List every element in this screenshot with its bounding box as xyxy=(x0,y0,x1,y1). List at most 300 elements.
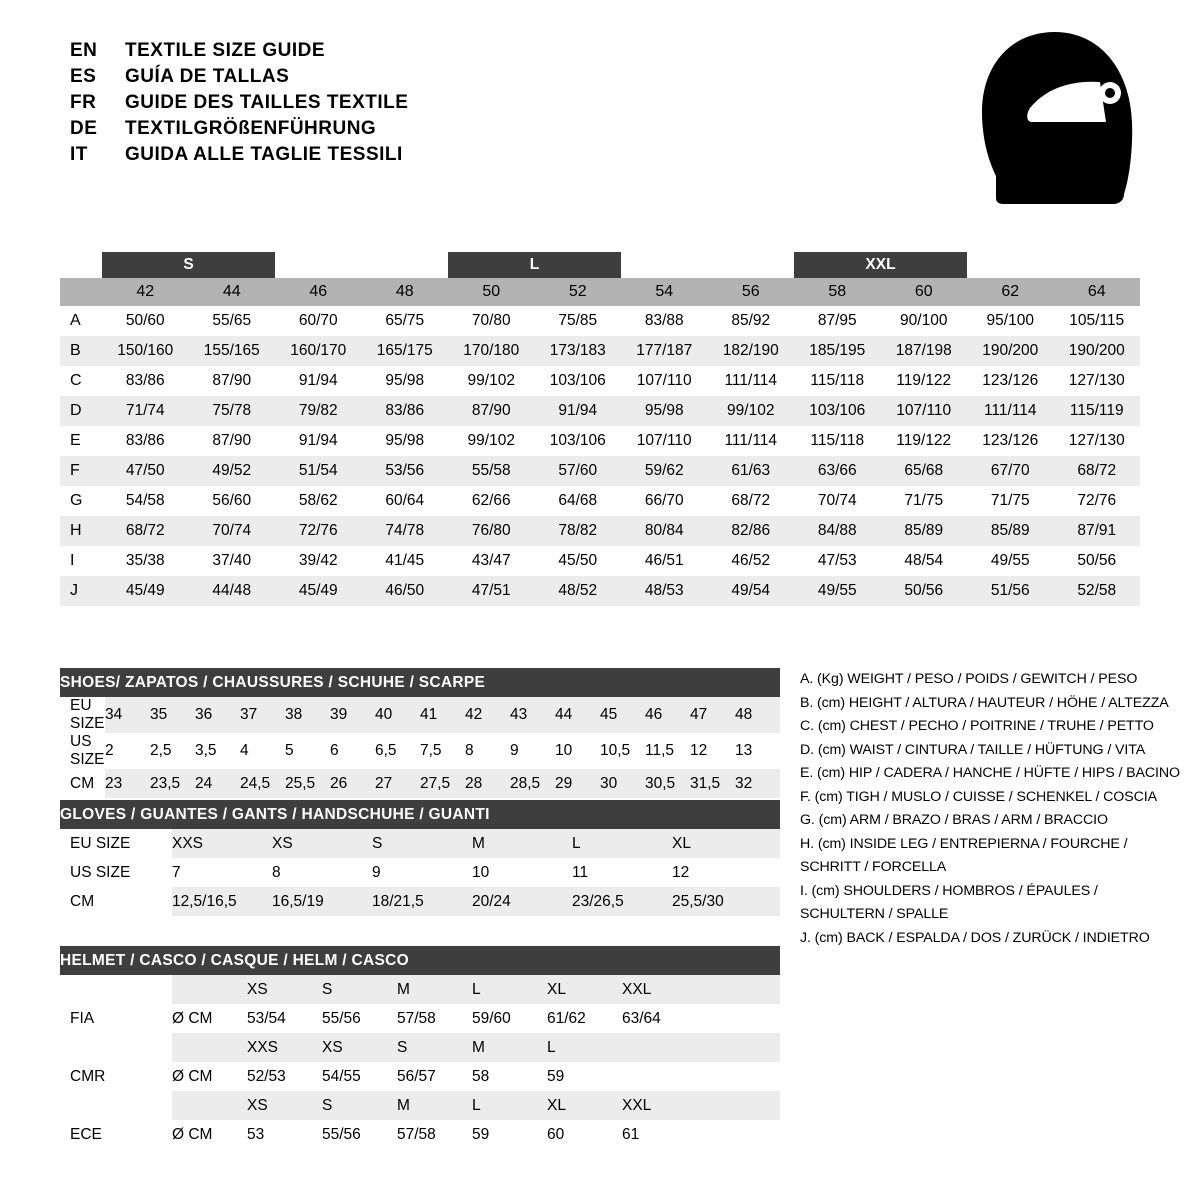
shoes-eu-11: 45 xyxy=(600,697,645,733)
shoes-eu-10: 44 xyxy=(555,697,600,733)
fia-header-1: S xyxy=(322,975,397,1004)
gloves-eu-0: XXS xyxy=(172,829,272,858)
table-row xyxy=(60,1062,780,1091)
gloves-table xyxy=(60,800,780,916)
fia-value-0: 53/54 xyxy=(247,1004,322,1033)
group-header-s: S xyxy=(102,252,275,278)
cell-d-3: 83/86 xyxy=(362,396,449,426)
table-row xyxy=(60,396,1140,426)
header-title-de: TEXTILGRÖßENFÜHRUNG xyxy=(125,118,377,139)
shoes-eu-12: 46 xyxy=(645,697,690,733)
header-title-en: TEXTILE SIZE GUIDE xyxy=(125,40,326,61)
cell-f-2: 51/54 xyxy=(275,456,362,486)
cell-c-4: 99/102 xyxy=(448,366,535,396)
cell-j-6: 48/53 xyxy=(621,576,708,606)
cell-j-10: 51/56 xyxy=(967,576,1054,606)
header-lang-it: IT xyxy=(70,144,88,165)
table-row xyxy=(60,576,1140,606)
ece-value-0: 53 xyxy=(247,1120,322,1149)
cmr-header-4: L xyxy=(547,1033,622,1062)
cell-i-10: 49/55 xyxy=(967,546,1054,576)
ece-header-2: M xyxy=(397,1091,472,1120)
cmr-header-0: XXS xyxy=(247,1033,322,1062)
table-row xyxy=(60,697,780,733)
header-row-fr xyxy=(70,90,408,116)
fia-label: FIA xyxy=(60,1004,172,1033)
cell-d-8: 103/106 xyxy=(794,396,881,426)
shoes-cm-8: 28 xyxy=(465,769,510,798)
size-58: 58 xyxy=(794,278,881,306)
shoes-cm-10: 29 xyxy=(555,769,600,798)
cell-b-10: 190/200 xyxy=(967,336,1054,366)
shoes-us-12: 11,5 xyxy=(645,733,690,769)
row-label-h: H xyxy=(60,516,102,546)
fia-header-3: L xyxy=(472,975,547,1004)
legend-line-c: C. (cm) CHEST / PECHO / POITRINE / TRUHE / PETTO xyxy=(800,718,1154,734)
gloves-us-2: 9 xyxy=(372,858,472,887)
cmr-header-unit xyxy=(172,1033,247,1062)
header-row-en xyxy=(70,38,408,64)
cell-f-5: 57/60 xyxy=(535,456,622,486)
cell-a-10: 95/100 xyxy=(967,306,1054,336)
shoes-cm-13: 31,5 xyxy=(690,769,735,798)
cmr-value-5 xyxy=(622,1062,780,1091)
cell-f-11: 68/72 xyxy=(1054,456,1141,486)
cell-i-3: 41/45 xyxy=(362,546,449,576)
cell-e-1: 87/90 xyxy=(189,426,276,456)
table-row xyxy=(60,829,780,858)
shoes-us-1: 2,5 xyxy=(150,733,195,769)
shoes-cm-0: 23 xyxy=(105,769,150,798)
gloves-eu-label: EU SIZE xyxy=(60,829,172,858)
ece-header-4: XL xyxy=(547,1091,622,1120)
cell-i-9: 48/54 xyxy=(881,546,968,576)
cell-a-8: 87/95 xyxy=(794,306,881,336)
table-row xyxy=(60,858,780,887)
fia-header-0: XS xyxy=(247,975,322,1004)
shoes-us-0: 2 xyxy=(105,733,150,769)
fia-value-2: 57/58 xyxy=(397,1004,472,1033)
shoes-table-wrapper xyxy=(60,668,780,798)
cell-a-9: 90/100 xyxy=(881,306,968,336)
cell-c-6: 107/110 xyxy=(621,366,708,396)
table-row xyxy=(60,887,780,916)
cell-c-0: 83/86 xyxy=(102,366,189,396)
cell-g-4: 62/66 xyxy=(448,486,535,516)
cell-g-11: 72/76 xyxy=(1054,486,1141,516)
shoes-eu-3: 37 xyxy=(240,697,285,733)
table-row xyxy=(60,1091,780,1120)
shoes-cm-7: 27,5 xyxy=(420,769,465,798)
shoes-us-10: 10 xyxy=(555,733,600,769)
cell-h-10: 85/89 xyxy=(967,516,1054,546)
gloves-us-1: 8 xyxy=(272,858,372,887)
gloves-us-0: 7 xyxy=(172,858,272,887)
fia-header-4: XL xyxy=(547,975,622,1004)
shoes-eu-5: 39 xyxy=(330,697,375,733)
cmr-value-0: 52/53 xyxy=(247,1062,322,1091)
size-row-label xyxy=(60,278,102,306)
group-header-empty xyxy=(60,252,102,278)
table-row xyxy=(60,306,1140,336)
size-46: 46 xyxy=(275,278,362,306)
cell-b-6: 177/187 xyxy=(621,336,708,366)
shoes-eu-9: 43 xyxy=(510,697,555,733)
cell-h-7: 82/86 xyxy=(708,516,795,546)
table-row xyxy=(60,486,1140,516)
fia-header-5: XXL xyxy=(622,975,780,1004)
cell-h-2: 72/76 xyxy=(275,516,362,546)
helmet-icon xyxy=(970,30,1140,205)
shoes-cm-1: 23,5 xyxy=(150,769,195,798)
cell-c-7: 111/114 xyxy=(708,366,795,396)
header-title-it: GUIDA ALLE TAGLIE TESSILI xyxy=(125,144,403,165)
table-row xyxy=(60,546,1140,576)
shoes-eu-0: 34 xyxy=(105,697,150,733)
legend-line-i-cont: SCHULTERN / SPALLE xyxy=(800,906,949,922)
shoes-us-4: 5 xyxy=(285,733,330,769)
cell-h-8: 84/88 xyxy=(794,516,881,546)
row-label-d: D xyxy=(60,396,102,426)
shoes-cm-2: 24 xyxy=(195,769,240,798)
ece-label: ECE xyxy=(60,1120,172,1149)
size-52: 52 xyxy=(535,278,622,306)
shoes-eu-7: 41 xyxy=(420,697,465,733)
table-row xyxy=(60,516,1140,546)
cell-j-8: 49/55 xyxy=(794,576,881,606)
cell-e-5: 103/106 xyxy=(535,426,622,456)
cell-c-2: 91/94 xyxy=(275,366,362,396)
cell-a-7: 85/92 xyxy=(708,306,795,336)
cell-a-3: 65/75 xyxy=(362,306,449,336)
cell-c-3: 95/98 xyxy=(362,366,449,396)
legend-line-j: J. (cm) BACK / ESPALDA / DOS / ZURÜCK / INDIETRO xyxy=(800,929,1150,946)
cell-b-4: 170/180 xyxy=(448,336,535,366)
cell-i-1: 37/40 xyxy=(189,546,276,576)
cell-e-7: 111/114 xyxy=(708,426,795,456)
cell-a-4: 70/80 xyxy=(448,306,535,336)
shoes-cm-11: 30 xyxy=(600,769,645,798)
table-row xyxy=(60,1033,780,1062)
cell-j-2: 45/49 xyxy=(275,576,362,606)
cell-a-0: 50/60 xyxy=(102,306,189,336)
gloves-title: GLOVES / GUANTES / GANTS / HANDSCHUHE / GUANTI xyxy=(60,800,780,829)
shoes-eu-8: 42 xyxy=(465,697,510,733)
fia-unit: Ø CM xyxy=(172,1004,247,1033)
size-48: 48 xyxy=(362,278,449,306)
row-label-c: C xyxy=(60,366,102,396)
ece-value-4: 60 xyxy=(547,1120,622,1149)
header-lang-en: EN xyxy=(70,40,98,61)
table-row xyxy=(60,733,780,769)
header-title-fr: GUIDE DES TAILLES TEXTILE xyxy=(125,92,409,113)
textile-size-table-body xyxy=(60,252,1140,606)
shoes-eu-14: 48 xyxy=(735,697,780,733)
cell-d-11: 115/119 xyxy=(1054,396,1141,426)
size-56: 56 xyxy=(708,278,795,306)
gloves-us-4: 11 xyxy=(572,858,672,887)
cell-i-7: 46/52 xyxy=(708,546,795,576)
gloves-cm-3: 20/24 xyxy=(472,887,572,916)
ece-header-label xyxy=(60,1091,172,1120)
row-label-g: G xyxy=(60,486,102,516)
shoes-us-13: 12 xyxy=(690,733,735,769)
size-64: 64 xyxy=(1054,278,1141,306)
cell-e-4: 99/102 xyxy=(448,426,535,456)
shoes-us-6: 6,5 xyxy=(375,733,420,769)
cell-g-1: 56/60 xyxy=(189,486,276,516)
cell-h-5: 78/82 xyxy=(535,516,622,546)
cell-g-6: 66/70 xyxy=(621,486,708,516)
gloves-cm-5: 25,5/30 xyxy=(672,887,780,916)
cell-b-8: 185/195 xyxy=(794,336,881,366)
shoes-cm-9: 28,5 xyxy=(510,769,555,798)
header-lang-fr: FR xyxy=(70,92,97,113)
legend-line-i: I. (cm) SHOULDERS / HOMBROS / ÉPAULES / xyxy=(800,882,1098,899)
gloves-us-3: 10 xyxy=(472,858,572,887)
size-50: 50 xyxy=(448,278,535,306)
row-label-i: I xyxy=(60,546,102,576)
gloves-eu-4: L xyxy=(572,829,672,858)
ece-value-1: 55/56 xyxy=(322,1120,397,1149)
shoes-cm-4: 25,5 xyxy=(285,769,330,798)
measurement-legend xyxy=(800,668,1190,950)
row-label-a: A xyxy=(60,306,102,336)
shoes-cm-3: 24,5 xyxy=(240,769,285,798)
header-row-de xyxy=(70,116,408,142)
gloves-cm-2: 18/21,5 xyxy=(372,887,472,916)
cell-b-11: 190/200 xyxy=(1054,336,1141,366)
cell-g-2: 58/62 xyxy=(275,486,362,516)
cell-e-0: 83/86 xyxy=(102,426,189,456)
legend-line-g: G. (cm) ARM / BRAZO / BRAS / ARM / BRACCIO xyxy=(800,812,1108,828)
cell-h-11: 87/91 xyxy=(1054,516,1141,546)
cell-f-3: 53/56 xyxy=(362,456,449,486)
cell-e-8: 115/118 xyxy=(794,426,881,456)
cell-g-3: 60/64 xyxy=(362,486,449,516)
cell-j-3: 46/50 xyxy=(362,576,449,606)
cell-j-11: 52/58 xyxy=(1054,576,1141,606)
cell-i-5: 45/50 xyxy=(535,546,622,576)
table-row xyxy=(60,336,1140,366)
table-row xyxy=(60,769,780,798)
cell-c-10: 123/126 xyxy=(967,366,1054,396)
cmr-value-3: 58 xyxy=(472,1062,547,1091)
cell-f-0: 47/50 xyxy=(102,456,189,486)
cell-f-7: 61/63 xyxy=(708,456,795,486)
group-header-m: M xyxy=(355,256,368,273)
cell-i-8: 47/53 xyxy=(794,546,881,576)
legend-line-b: B. (cm) HEIGHT / ALTURA / HAUTEUR / HÖHE / ALTEZZA xyxy=(800,694,1169,711)
cell-e-10: 123/126 xyxy=(967,426,1054,456)
shoes-us-14: 13 xyxy=(735,733,780,769)
row-label-e: E xyxy=(60,426,102,456)
cell-h-1: 70/74 xyxy=(189,516,276,546)
shoes-us-9: 9 xyxy=(510,733,555,769)
ece-header-unit xyxy=(172,1091,247,1120)
helmet-table-wrapper xyxy=(60,946,780,1149)
legend-line-h-cont: SCHRITT / FORCELLA xyxy=(800,859,947,875)
shoes-us-5: 6 xyxy=(330,733,375,769)
cell-a-6: 83/88 xyxy=(621,306,708,336)
cell-j-5: 48/52 xyxy=(535,576,622,606)
cell-d-10: 111/114 xyxy=(967,396,1054,426)
header-row-it xyxy=(70,142,408,168)
gloves-us-label: US SIZE xyxy=(60,858,172,887)
cell-h-9: 85/89 xyxy=(881,516,968,546)
shoes-eu-13: 47 xyxy=(690,697,735,733)
fia-value-5: 63/64 xyxy=(622,1004,780,1033)
row-label-b: B xyxy=(60,336,102,366)
gloves-eu-2: S xyxy=(372,829,472,858)
size-number-row xyxy=(60,278,1140,306)
shoes-us-label: US SIZE xyxy=(60,733,105,769)
header-title-block xyxy=(70,38,408,168)
header-row-es xyxy=(70,64,408,90)
size-60: 60 xyxy=(881,278,968,306)
shoes-table xyxy=(60,668,780,798)
legend-line-a: A. (Kg) WEIGHT / PESO / POIDS / GEWITCH / PESO xyxy=(800,671,1138,687)
group-header-xl: XL xyxy=(697,256,718,273)
cell-c-11: 127/130 xyxy=(1054,366,1141,396)
cell-b-9: 187/198 xyxy=(881,336,968,366)
cell-j-9: 50/56 xyxy=(881,576,968,606)
gloves-cm-label: CM xyxy=(60,887,172,916)
cell-e-3: 95/98 xyxy=(362,426,449,456)
cell-h-3: 74/78 xyxy=(362,516,449,546)
cell-d-5: 91/94 xyxy=(535,396,622,426)
group-header-xxl: XXL xyxy=(794,252,967,278)
shoes-eu-2: 36 xyxy=(195,697,240,733)
cmr-header-1: XS xyxy=(322,1033,397,1062)
cell-h-0: 68/72 xyxy=(102,516,189,546)
ece-value-2: 57/58 xyxy=(397,1120,472,1149)
cmr-header-3: M xyxy=(472,1033,547,1062)
fia-value-4: 61/62 xyxy=(547,1004,622,1033)
cell-f-8: 63/66 xyxy=(794,456,881,486)
cell-g-9: 71/75 xyxy=(881,486,968,516)
gloves-eu-5: XL xyxy=(672,829,780,858)
cell-d-6: 95/98 xyxy=(621,396,708,426)
ece-header-0: XS xyxy=(247,1091,322,1120)
ece-value-5: 61 xyxy=(622,1120,780,1149)
fia-value-1: 55/56 xyxy=(322,1004,397,1033)
cell-e-9: 119/122 xyxy=(881,426,968,456)
header-lang-de: DE xyxy=(70,118,98,139)
shoes-cm-label: CM xyxy=(60,769,105,798)
ece-unit: Ø CM xyxy=(172,1120,247,1149)
cmr-header-5 xyxy=(622,1033,780,1062)
shoes-eu-1: 35 xyxy=(150,697,195,733)
cell-a-11: 105/115 xyxy=(1054,306,1141,336)
header-title-es: GUÍA DE TALLAS xyxy=(125,66,290,87)
size-62: 62 xyxy=(967,278,1054,306)
cell-g-10: 71/75 xyxy=(967,486,1054,516)
cell-j-0: 45/49 xyxy=(102,576,189,606)
cmr-header-label xyxy=(60,1033,172,1062)
gloves-table-wrapper xyxy=(60,800,780,916)
gloves-eu-1: XS xyxy=(272,829,372,858)
ece-header-5: XXL xyxy=(622,1091,780,1120)
cmr-label: CMR xyxy=(60,1062,172,1091)
ece-header-3: L xyxy=(472,1091,547,1120)
shoes-us-3: 4 xyxy=(240,733,285,769)
cell-d-4: 87/90 xyxy=(448,396,535,426)
gloves-title-row xyxy=(60,800,780,829)
shoes-eu-6: 40 xyxy=(375,697,420,733)
row-label-f: F xyxy=(60,456,102,486)
cell-h-4: 76/80 xyxy=(448,516,535,546)
table-row xyxy=(60,975,780,1004)
table-row xyxy=(60,366,1140,396)
cell-i-2: 39/42 xyxy=(275,546,362,576)
fia-value-3: 59/60 xyxy=(472,1004,547,1033)
cell-g-5: 64/68 xyxy=(535,486,622,516)
ece-header-1: S xyxy=(322,1091,397,1120)
cell-c-8: 115/118 xyxy=(794,366,881,396)
cell-d-1: 75/78 xyxy=(189,396,276,426)
shoes-eu-4: 38 xyxy=(285,697,330,733)
size-54: 54 xyxy=(621,278,708,306)
helmet-title: HELMET / CASCO / CASQUE / HELM / CASCO xyxy=(60,946,780,975)
cell-e-11: 127/130 xyxy=(1054,426,1141,456)
cell-c-1: 87/90 xyxy=(189,366,276,396)
cell-f-1: 49/52 xyxy=(189,456,276,486)
cell-h-6: 80/84 xyxy=(621,516,708,546)
cell-f-9: 65/68 xyxy=(881,456,968,486)
header-lang-es: ES xyxy=(70,66,97,87)
cell-d-9: 107/110 xyxy=(881,396,968,426)
cell-i-4: 43/47 xyxy=(448,546,535,576)
table-row xyxy=(60,1004,780,1033)
shoes-cm-5: 26 xyxy=(330,769,375,798)
shoes-us-11: 10,5 xyxy=(600,733,645,769)
cell-a-2: 60/70 xyxy=(275,306,362,336)
legend-line-e: E. (cm) HIP / CADERA / HANCHE / HÜFTE / HIPS / BACINO xyxy=(800,765,1180,781)
cell-b-5: 173/183 xyxy=(535,336,622,366)
cell-a-5: 75/85 xyxy=(535,306,622,336)
shoes-us-2: 3,5 xyxy=(195,733,240,769)
cell-j-7: 49/54 xyxy=(708,576,795,606)
cell-d-2: 79/82 xyxy=(275,396,362,426)
gloves-cm-4: 23/26,5 xyxy=(572,887,672,916)
cmr-value-1: 54/55 xyxy=(322,1062,397,1091)
shoes-us-7: 7,5 xyxy=(420,733,465,769)
cell-j-4: 47/51 xyxy=(448,576,535,606)
cell-c-9: 119/122 xyxy=(881,366,968,396)
shoes-us-8: 8 xyxy=(465,733,510,769)
fia-header-unit xyxy=(172,975,247,1004)
cell-f-10: 67/70 xyxy=(967,456,1054,486)
gloves-cm-0: 12,5/16,5 xyxy=(172,887,272,916)
shoes-cm-6: 27 xyxy=(375,769,420,798)
helmet-table xyxy=(60,946,780,1149)
cell-i-0: 35/38 xyxy=(102,546,189,576)
shoes-cm-14: 32 xyxy=(735,769,780,798)
table-row xyxy=(60,456,1140,486)
cmr-header-2: S xyxy=(397,1033,472,1062)
size-group-header-row xyxy=(60,252,1140,278)
size-44: 44 xyxy=(189,278,276,306)
helmet-title-row xyxy=(60,946,780,975)
cell-f-4: 55/58 xyxy=(448,456,535,486)
cell-d-0: 71/74 xyxy=(102,396,189,426)
legend-line-d: D. (cm) WAIST / CINTURA / TAILLE / HÜFTUNG / VITA xyxy=(800,741,1146,758)
cell-j-1: 44/48 xyxy=(189,576,276,606)
cell-b-1: 155/165 xyxy=(189,336,276,366)
row-label-j: J xyxy=(60,576,102,606)
table-row xyxy=(60,426,1140,456)
